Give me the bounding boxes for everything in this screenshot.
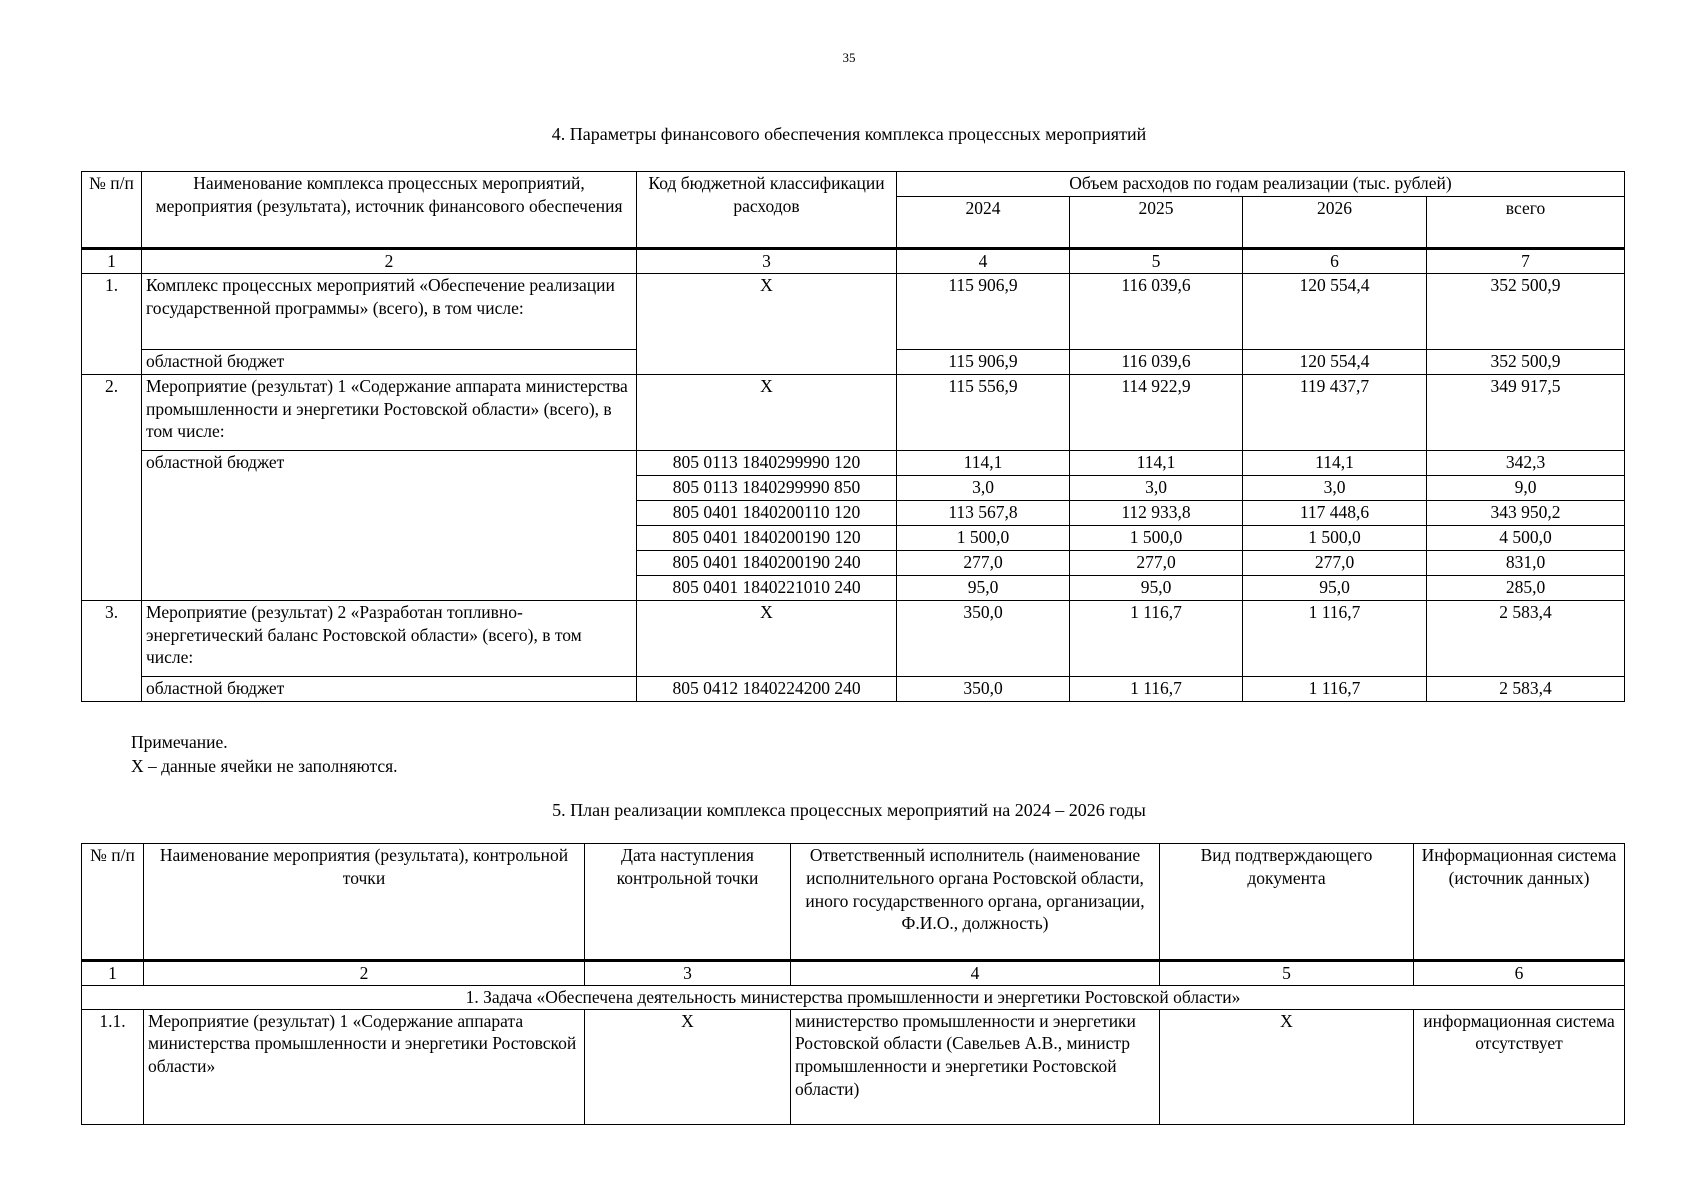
col-number: 3: [637, 249, 897, 274]
header-date: Дата наступления контрольной точки: [585, 844, 791, 961]
value-2024: 113 567,8: [897, 500, 1070, 525]
col-number: 5: [1160, 961, 1414, 986]
header-total: всего: [1427, 197, 1625, 249]
value-2026: 120 554,4: [1243, 273, 1427, 349]
header-name: Наименование комплекса процессных мероприятий, мероприятия (результата), источник финансового обеспечения: [142, 172, 637, 249]
value-2024: 115 906,9: [897, 273, 1070, 349]
value-2026: 1 116,7: [1243, 600, 1427, 676]
value-2024: 115 556,9: [897, 374, 1070, 450]
note-block: [131, 730, 398, 778]
budget-code: 805 0401 1840200190 240: [637, 550, 897, 575]
value-total: 4 500,0: [1427, 525, 1625, 550]
value-2024: 3,0: [897, 475, 1070, 500]
header-code: Код бюджетной классификации расходов: [637, 172, 897, 249]
value-2024: 1 500,0: [897, 525, 1070, 550]
value-2024: 350,0: [897, 676, 1070, 701]
page-number: 35: [842, 50, 856, 65]
value-2025: 112 933,8: [1070, 500, 1243, 525]
col-number: 6: [1243, 249, 1427, 274]
value-2026: 95,0: [1243, 575, 1427, 600]
header-num: № п/п: [82, 844, 144, 961]
row-number: 1.1.: [82, 1009, 144, 1124]
col-number: 6: [1414, 961, 1625, 986]
value-total: 285,0: [1427, 575, 1625, 600]
row-executor: министерство промышленности и энергетики Ростовской области (Савельев А.В., министр промышленности и энергетики Ростовской области): [791, 1009, 1160, 1124]
value-2025: 95,0: [1070, 575, 1243, 600]
value-2024: 115 906,9: [897, 349, 1070, 374]
header-system: Информационная система (источник данных): [1414, 844, 1625, 961]
value-2025: 277,0: [1070, 550, 1243, 575]
task-heading: 1. Задача «Обеспечена деятельность министерства промышленности и энергетики Ростовской области»: [82, 985, 1625, 1009]
header-2026: 2026: [1243, 197, 1427, 249]
row-document: X: [1160, 1009, 1414, 1124]
col-number: 5: [1070, 249, 1243, 274]
value-2026: 1 500,0: [1243, 525, 1427, 550]
value-total: 831,0: [1427, 550, 1625, 575]
header-document: Вид подтверждающего документа: [1160, 844, 1414, 961]
budget-code: 805 0401 1840200190 120: [637, 525, 897, 550]
value-total: 342,3: [1427, 450, 1625, 475]
row-number: 1.: [82, 273, 142, 374]
row-number: 2.: [82, 374, 142, 600]
header-name: Наименование мероприятия (результата), контрольной точки: [144, 844, 585, 961]
value-2025: 114,1: [1070, 450, 1243, 475]
value-total: 352 500,9: [1427, 273, 1625, 349]
note-text: X – данные ячейки не заполняются.: [131, 756, 398, 776]
source-name: областной бюджет: [142, 450, 637, 600]
col-number: 3: [585, 961, 791, 986]
row-code: X: [637, 600, 897, 676]
value-total: 9,0: [1427, 475, 1625, 500]
implementation-plan-table: [81, 843, 1625, 1125]
col-number: 4: [897, 249, 1070, 274]
value-total: 352 500,9: [1427, 349, 1625, 374]
value-2025: 116 039,6: [1070, 349, 1243, 374]
financing-table: [81, 171, 1625, 702]
value-2025: 116 039,6: [1070, 273, 1243, 349]
header-2024: 2024: [897, 197, 1070, 249]
budget-code: 805 0412 1840224200 240: [637, 676, 897, 701]
value-2026: 114,1: [1243, 450, 1427, 475]
value-2026: 277,0: [1243, 550, 1427, 575]
value-total: 2 583,4: [1427, 600, 1625, 676]
budget-code: 805 0113 1840299990 850: [637, 475, 897, 500]
value-2026: 3,0: [1243, 475, 1427, 500]
source-name: областной бюджет: [142, 676, 637, 701]
value-total: 349 917,5: [1427, 374, 1625, 450]
row-name: Мероприятие (результат) 1 «Содержание аппарата министерства промышленности и энергетики Ростовской области» (всего), в том числе:: [142, 374, 637, 450]
row-number: 3.: [82, 600, 142, 701]
note-label: Примечание.: [131, 732, 228, 752]
value-total: 2 583,4: [1427, 676, 1625, 701]
budget-code: 805 0401 1840221010 240: [637, 575, 897, 600]
col-number: 7: [1427, 249, 1625, 274]
section4-title: 4. Параметры финансового обеспечения комплекса процессных мероприятий: [551, 124, 1147, 144]
header-2025: 2025: [1070, 197, 1243, 249]
value-2025: 1 500,0: [1070, 525, 1243, 550]
row-name: Мероприятие (результат) 1 «Содержание аппарата министерства промышленности и энергетики Ростовской области»: [144, 1009, 585, 1124]
budget-code: 805 0401 1840200110 120: [637, 500, 897, 525]
value-2024: 277,0: [897, 550, 1070, 575]
row-code: X: [637, 273, 897, 374]
value-2026: 120 554,4: [1243, 349, 1427, 374]
value-2024: 114,1: [897, 450, 1070, 475]
value-total: 343 950,2: [1427, 500, 1625, 525]
header-executor: Ответственный исполнитель (наименование исполнительного органа Ростовской области, иного государственного органа, организации, Ф.И.О., должность): [791, 844, 1160, 961]
value-2025: 3,0: [1070, 475, 1243, 500]
row-system: информационная система отсутствует: [1414, 1009, 1625, 1124]
row-name: Мероприятие (результат) 2 «Разработан топливно-энергетический баланс Ростовской области» (всего), в том числе:: [142, 600, 637, 676]
header-num: № п/п: [82, 172, 142, 249]
source-name: областной бюджет: [142, 349, 637, 374]
value-2025: 1 116,7: [1070, 676, 1243, 701]
header-volume: Объем расходов по годам реализации (тыс. рублей): [897, 172, 1625, 197]
row-code: X: [637, 374, 897, 450]
section5-title: 5. План реализации комплекса процессных мероприятий на 2024 – 2026 годы: [552, 800, 1146, 820]
value-2024: 95,0: [897, 575, 1070, 600]
col-number: 4: [791, 961, 1160, 986]
col-number: 2: [144, 961, 585, 986]
value-2026: 117 448,6: [1243, 500, 1427, 525]
col-number: 1: [82, 961, 144, 986]
row-date: X: [585, 1009, 791, 1124]
budget-code: 805 0113 1840299990 120: [637, 450, 897, 475]
value-2025: 114 922,9: [1070, 374, 1243, 450]
value-2026: 1 116,7: [1243, 676, 1427, 701]
col-number: 2: [142, 249, 637, 274]
value-2026: 119 437,7: [1243, 374, 1427, 450]
col-number: 1: [82, 249, 142, 274]
value-2025: 1 116,7: [1070, 600, 1243, 676]
row-name: Комплекс процессных мероприятий «Обеспечение реализации государственной программы» (всего), в том числе:: [142, 273, 637, 349]
value-2024: 350,0: [897, 600, 1070, 676]
